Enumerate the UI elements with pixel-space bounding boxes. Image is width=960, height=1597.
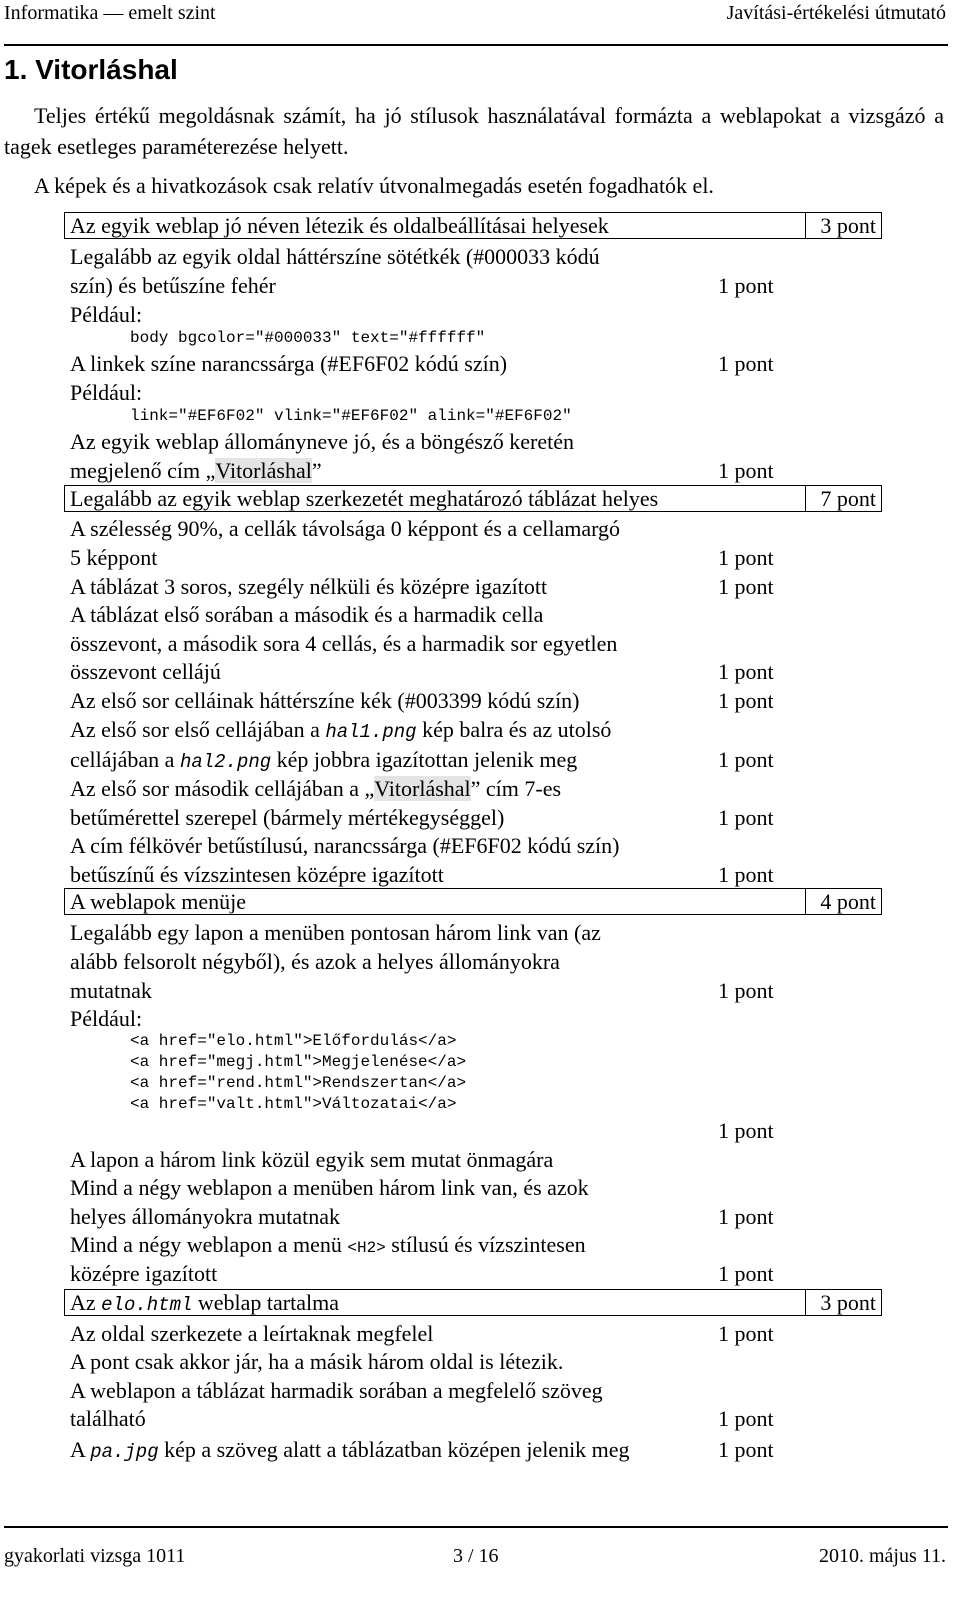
criterion-points: 1 pont: [718, 978, 774, 1003]
criterion-text: A táblázat első sorában a második és a harmadik cella: [70, 602, 544, 627]
criterion-text: összevont cellájú: [70, 659, 221, 684]
criterion-points: 1 pont: [718, 1118, 774, 1143]
section-title: A weblapok menüje: [70, 889, 246, 914]
criterion-points: 1 pont: [718, 458, 774, 483]
section-title: Legalább az egyik weblap szerkezetét meghatározó táblázat helyes: [70, 486, 659, 511]
section-points: 3 pont: [820, 1290, 876, 1315]
section-points: 7 pont: [820, 486, 876, 511]
code-example: <a href="rend.html">Rendszertan</a>: [130, 1074, 467, 1092]
criterion-points: 1 pont: [718, 862, 774, 887]
code-example: link="#EF6F02" vlink="#EF6F02" alink="#EF6F02": [130, 407, 572, 425]
criterion-text: A weblapon a táblázat harmadik sorában a megfelelő szöveg: [70, 1378, 603, 1403]
criterion-text: középre igazított: [70, 1261, 218, 1286]
header-subject: Informatika — emelt szint: [4, 2, 216, 24]
criterion-text-title: megjelenő cím „Vitorláshal”: [70, 458, 322, 483]
intro-paragraph-2: A képek és a hivatkozások csak relatív útvonalmegadás esetén fogadhatók el.: [34, 173, 714, 198]
example-label: Például:: [70, 302, 143, 327]
criterion-points: 1 pont: [718, 545, 774, 570]
example-label: Például:: [70, 380, 143, 405]
example-label: Például:: [70, 1006, 143, 1031]
criterion-text: betűszínű és vízszintesen középre igazított: [70, 862, 444, 887]
criterion-points: 1 pont: [718, 273, 774, 298]
filename: hal1.png: [325, 721, 417, 743]
criterion-points: 1 pont: [718, 574, 774, 599]
section-divider: [805, 486, 806, 511]
code-example: <a href="elo.html">Előfordulás</a>: [130, 1032, 457, 1050]
intro-paragraph-1: Teljes értékű megoldásnak számít, ha jó stílusok használatával formázta a weblapokat a vizsgázó a tagek esetleges paraméterezése helyett.: [4, 103, 944, 159]
criterion-text: betűmérettel szerepel (bármely mértékegységgel): [70, 805, 505, 830]
criterion-text: szín) és betűszíne fehér: [70, 273, 276, 298]
section-points: 3 pont: [820, 213, 876, 238]
criterion-text: Legalább az egyik oldal háttérszíne sötétkék (#000033 kódú: [70, 244, 600, 269]
criterion-text: A lapon a három link közül egyik sem mutat önmagára: [70, 1147, 554, 1172]
criterion-text: 5 képpont: [70, 545, 158, 570]
criterion-text: összevont, a második sora 4 cellás, és a harmadik sor egyetlen: [70, 631, 618, 656]
criterion-points: 1 pont: [718, 1204, 774, 1229]
criterion-text: A szélesség 90%, a cellák távolsága 0 képpont és a cellamargó: [70, 516, 621, 541]
section-header-page-setup: [64, 212, 882, 239]
criterion-text: Legalább egy lapon a menüben pontosan három link van (az: [70, 920, 601, 945]
criterion-points: 1 pont: [718, 351, 774, 376]
criterion-text-style: Mind a négy weblapon a menü <H2> stílusú és vízszintesen: [70, 1232, 586, 1257]
criterion-text: Mind a négy weblapon a menüben három link van, és azok: [70, 1175, 589, 1200]
criterion-text: A táblázat 3 soros, szegély nélküli és középre igazított: [70, 574, 548, 599]
criterion-text-image: A pa.jpg kép a szöveg alatt a táblázatban középen jelenik meg: [70, 1437, 630, 1463]
criterion-text-image: Az első sor első cellájában a hal1.png kép balra és az utolsó: [70, 717, 612, 743]
criterion-text-image: cellájában a hal2.png kép jobbra igazítottan jelenik meg: [70, 747, 578, 773]
criterion-text-title: Az első sor második cellájában a „Vitorláshal” cím 7-es: [70, 776, 562, 801]
criterion-points: 1 pont: [718, 659, 774, 684]
section-points: 4 pont: [820, 889, 876, 914]
section-divider: [805, 889, 806, 914]
criterion-points: 1 pont: [718, 1406, 774, 1431]
criterion-text: található: [70, 1406, 146, 1431]
section-title: Az elo.html weblap tartalma: [70, 1290, 339, 1316]
criterion-points: 1 pont: [718, 688, 774, 713]
criterion-text: A cím félkövér betűstílusú, narancssárga (#EF6F02 kódú szín): [70, 833, 620, 858]
filename: elo.html: [101, 1294, 193, 1316]
section-divider: [805, 213, 806, 238]
code-example: <a href="valt.html">Változatai</a>: [130, 1095, 457, 1113]
highlighted-title: Vitorláshal: [374, 776, 471, 801]
filename: hal2.png: [179, 751, 272, 773]
tag-code: <H2>: [347, 1239, 386, 1257]
criterion-points: 1 pont: [718, 747, 774, 772]
task-title: 1. Vitorláshal: [4, 54, 178, 85]
code-example: <a href="megj.html">Megjelenése</a>: [130, 1053, 467, 1071]
section-header-table: [64, 485, 882, 512]
criterion-note: A pont csak akkor jár, ha a másik három oldal is létezik.: [70, 1349, 564, 1374]
highlighted-title: Vitorláshal: [215, 458, 312, 483]
criterion-text: Az egyik weblap állományneve jó, és a böngésző keretén: [70, 429, 574, 454]
criterion-points: 1 pont: [718, 1321, 774, 1346]
criterion-text: mutatnak: [70, 978, 152, 1003]
page-number: 3 / 16: [453, 1545, 499, 1567]
criterion-points: 1 pont: [718, 1437, 774, 1462]
criterion-text: alább felsorolt négyből), és azok a helyes állományokra: [70, 949, 560, 974]
section-divider: [805, 1290, 806, 1315]
header-rule: [4, 44, 948, 46]
section-header-menu: [64, 888, 882, 915]
section-header-content: [64, 1289, 882, 1316]
footer-exam: gyakorlati vizsga 1011: [4, 1545, 186, 1567]
criterion-text: helyes állományokra mutatnak: [70, 1204, 341, 1229]
section-title: Az egyik weblap jó néven létezik és oldalbeállításai helyesek: [70, 213, 609, 238]
footer-date: 2010. május 11.: [818, 1545, 946, 1567]
criterion-text: Az oldal szerkezete a leírtaknak megfelel: [70, 1321, 434, 1346]
criterion-points: 1 pont: [718, 1261, 774, 1286]
criterion-text: A linkek színe narancssárga (#EF6F02 kódú szín): [70, 351, 508, 376]
footer-rule: [4, 1526, 948, 1528]
criterion-points: 1 pont: [718, 805, 774, 830]
code-example: body bgcolor="#000033" text="#ffffff": [130, 329, 486, 347]
criterion-text: Az első sor celláinak háttérszíne kék (#003399 kódú szín): [70, 688, 580, 713]
header-guide-title: Javítási-értékelési útmutató: [726, 2, 946, 24]
filename: pa.jpg: [90, 1441, 159, 1463]
